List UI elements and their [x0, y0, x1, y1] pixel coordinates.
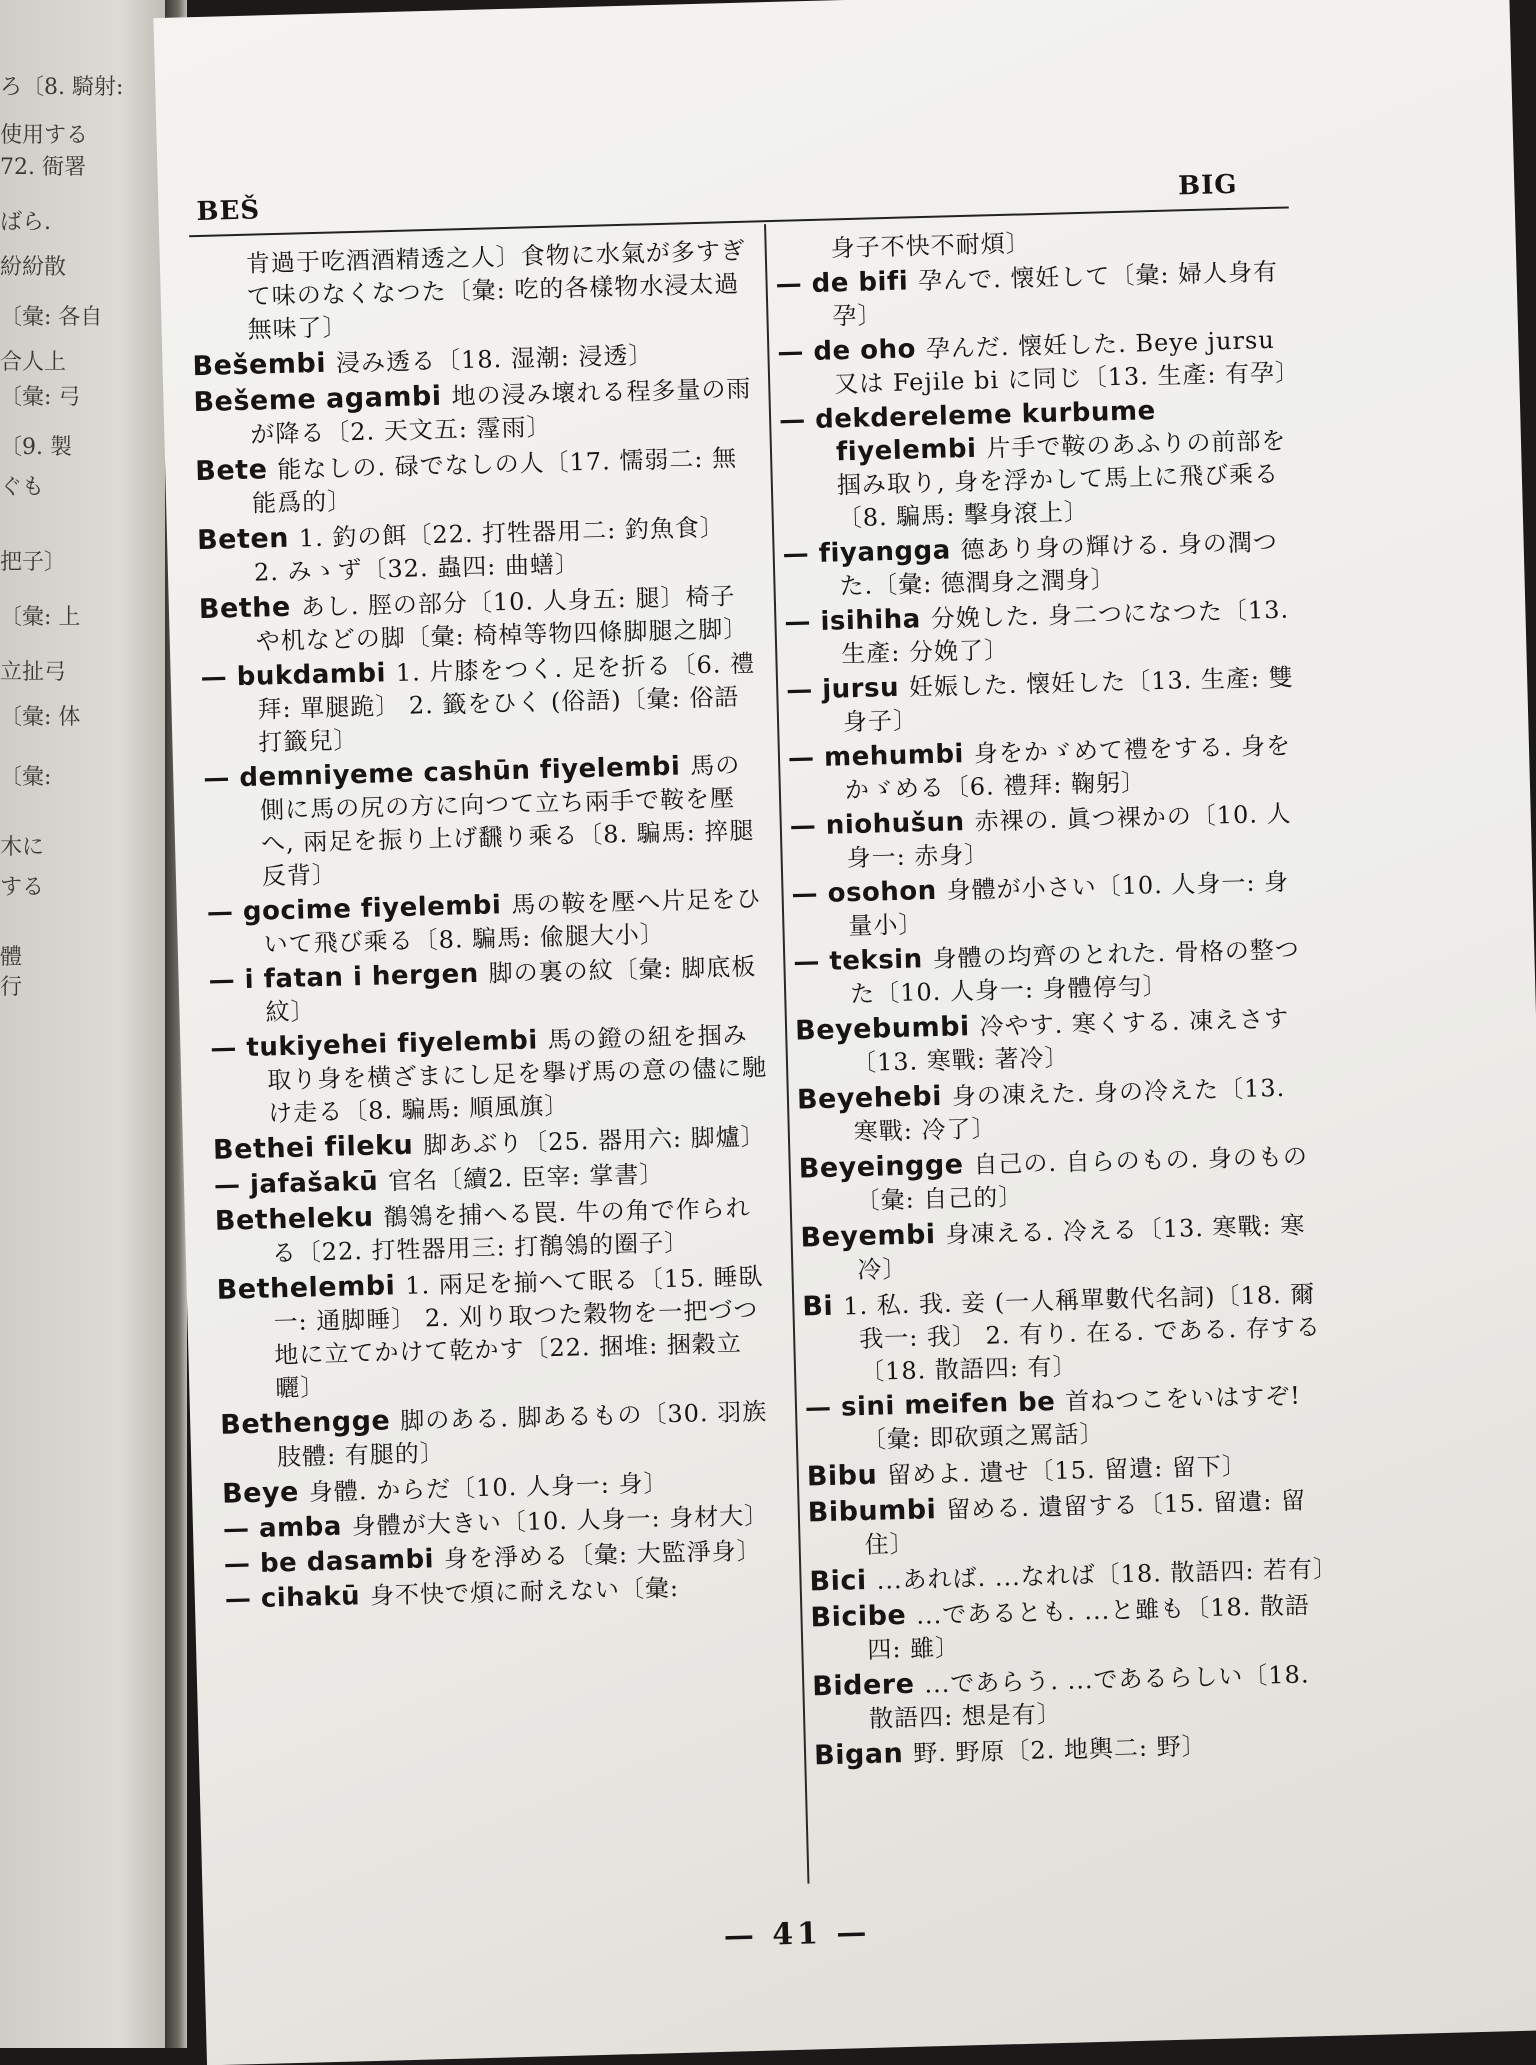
entry-gloss: 身をかゞめて禮をする. 身をかゞめる〔6. 禮拜: 鞠躬〕 [844, 731, 1292, 805]
entry-gloss: あし. 脛の部分〔10. 人身五: 腿〕椅子や机などの脚〔彙: 椅棹等物四條脚腿之脚〕 [255, 582, 749, 656]
dictionary-entry [208, 950, 770, 1031]
entry-gloss: 鶺鴒を捕へる罠. 牛の角で作られる〔22. 打牲器用三: 打鶺鴒的圈子〕 [271, 1193, 751, 1268]
dictionary-entry [775, 255, 1297, 335]
entry-gloss: 脚の裏の紋〔彙: 脚底板紋〕 [265, 952, 757, 1027]
entry-headword: Beyehebi [796, 1080, 943, 1116]
entry-gloss: 1. 釣の餌〔22. 打牲器用二: 釣魚食〕 2. みゝず〔32. 蟲四: 曲蟮〕 [253, 513, 726, 587]
dictionary-entry [216, 1259, 779, 1407]
dictionary-entry [197, 509, 759, 591]
entry-headword: Bigan [813, 1738, 904, 1772]
entry-gloss: 孕んで. 懐妊して〔彙: 婦人身有孕〕 [832, 257, 1279, 331]
entry-gloss: 脚のある. 脚あるもの〔30. 羽族肢體: 有腿的〕 [276, 1397, 768, 1472]
entry-gloss: 身體. からだ〔10. 人身一: 身〕 [308, 1469, 669, 1507]
previous-page-edge [0, 0, 170, 2048]
prev-page-fragment: ぐも [0, 475, 45, 500]
entry-gloss: 身體が大きい〔10. 人身一: 身材大〕 [351, 1501, 770, 1541]
entry-gloss: ...であらう. ...であるらしい〔18. 散語四: 想是有〕 [868, 1660, 1310, 1733]
entry-headword: — i fatan i hergen [208, 958, 480, 996]
entry-gloss: 官名〔續2. 臣宰: 掌書〕 [387, 1160, 665, 1196]
running-head-left: BEŠ [196, 195, 261, 228]
entry-headword: — teksin [792, 944, 924, 978]
dictionary-page [153, 0, 1536, 2065]
dictionary-entry [788, 729, 1310, 809]
dictionary-entry [791, 865, 1313, 945]
dictionary-entry [786, 661, 1308, 741]
entry-headword: — osohon [791, 875, 938, 910]
left-column [189, 235, 785, 1619]
entry-headword: — amba [222, 1511, 343, 1545]
dictionary-entry [195, 441, 757, 523]
dictionary-entry [779, 391, 1302, 537]
entry-gloss: 身體が小さい〔10. 人身一: 身量小〕 [848, 867, 1290, 941]
entry-headword: — isihiha [784, 604, 922, 638]
entry-headword: — jursu [785, 672, 900, 706]
dictionary-entry [220, 1394, 782, 1476]
entry-headword: Bethe [198, 591, 292, 626]
entry-gloss: 留めよ. 遺せ〔15. 留遺: 留下〕 [886, 1451, 1248, 1490]
entry-gloss: 浸み透る〔18. 湿潮: 浸透〕 [335, 341, 654, 378]
entry-headword: Bethelembi [216, 1270, 396, 1306]
dictionary-entry [789, 797, 1311, 877]
entry-gloss: 赤裸の. 眞つ裸かの〔10. 人身一: 赤身〕 [846, 799, 1292, 873]
entry-gloss: 野. 野原〔2. 地輿二: 野〕 [912, 1732, 1207, 1768]
entry-headword: Beyebumbi [794, 1011, 971, 1047]
entry-gloss: 身體の均齊のとれた. 骨格の整つた〔10. 人身一: 身體停勻〕 [849, 935, 1301, 1009]
entry-headword: — dekdereleme kurbume fiyelembi [778, 396, 1157, 468]
dictionary-entry [800, 1208, 1322, 1289]
dictionary-entry [798, 1139, 1320, 1220]
entry-headword: — jafašakū [213, 1166, 379, 1201]
entry-headword: Bešeme agambi [193, 380, 442, 419]
entry-gloss: 身不快で煩に耐えない〔彙: [369, 1573, 680, 1610]
prev-page-fragment: 〔彙: [0, 765, 52, 790]
entry-headword: Beyembi [800, 1219, 936, 1254]
dictionary-entry [200, 647, 762, 761]
dictionary-entry [198, 578, 760, 660]
prev-page-fragment: 合人上 [0, 350, 67, 375]
entry-headword: Bešembi [192, 347, 327, 383]
entry-headword: — sini meifen be [804, 1386, 1056, 1424]
entry-gloss: 身凍える. 冷える〔13. 寒戰: 寒冷〕 [857, 1211, 1306, 1285]
entry-headword: Bethei fileku [212, 1129, 414, 1166]
entry-gloss: 妊娠した. 懐妊した〔13. 生產: 雙身子〕 [842, 663, 1295, 737]
prev-page-fragment: ばら. [0, 210, 51, 235]
entry-gloss: 分娩した. 身二つになつた〔13. 生產: 分娩了〕 [840, 595, 1290, 669]
dictionary-entry [793, 933, 1315, 1013]
entry-gloss: 馬の鐙の紐を掴み取り身を横ざまにし足を擧げ馬の意の儘に馳け走る〔8. 騙馬: 順風旗〕 [266, 1020, 768, 1128]
entry-gloss: 能なしの. 碌でなしの人〔17. 懦弱二: 無能爲的〕 [251, 443, 738, 518]
entry-headword: Beye [221, 1476, 300, 1510]
dictionary-entry [189, 235, 751, 349]
prev-page-fragment: 使用する [0, 123, 89, 148]
prev-page-fragment: 〔彙: 弓 [0, 385, 81, 410]
entry-headword: — mehumbi [787, 739, 965, 774]
prev-page-fragment: 立扯弓 [0, 660, 67, 685]
dictionary-entry [215, 1190, 777, 1272]
prev-page-fragment: 體 [0, 945, 23, 970]
prev-page-fragment: 紛紛散 [0, 255, 67, 280]
entry-gloss: 1. 私. 我. 妾 (一人稱單數代名詞)〔18. 爾我一: 我〕 2. 有り. 在る. である. 存する〔18. 散語四: 有〕 [842, 1280, 1322, 1387]
entry-headword: — tukiyehei fiyelembi [210, 1025, 539, 1064]
entry-headword: — fiyangga [782, 535, 952, 570]
entry-headword: — bukdambi [200, 658, 387, 694]
entry-gloss: 孕んだ. 懐妊した. Beye jursu 又は Fejile bi に同じ〔13. 生產: 有孕〕 [833, 325, 1301, 399]
dictionary-entry [802, 1277, 1324, 1391]
entry-headword: Bi [801, 1290, 834, 1323]
prev-page-fragment: 木に [0, 835, 45, 860]
entry-headword: — cihakū [224, 1581, 361, 1615]
entry-headword: Bibu [806, 1459, 878, 1493]
prev-page-fragment: 72. 衙署 [0, 155, 86, 180]
entry-headword: — niohušun [789, 807, 966, 842]
dictionary-entry [810, 1588, 1332, 1669]
entry-headword: Beyeingge [798, 1149, 964, 1185]
dictionary-entry [206, 882, 768, 963]
entry-gloss: 留める. 遺留する〔15. 留遺: 留住〕 [864, 1486, 1307, 1559]
entry-gloss: ...あれば. ...なれば〔18. 散語四: 若有〕 [876, 1554, 1339, 1595]
entry-gloss: 地の浸み壞れる程多量の雨が降る〔2. 天文五: 霪雨〕 [249, 374, 752, 449]
dictionary-entry [210, 1018, 772, 1132]
prev-page-fragment: 〔彙: 体 [0, 705, 81, 730]
entry-headword: Beten [196, 522, 290, 557]
entry-headword: — de bifi [775, 266, 909, 300]
entry-gloss: 馬の鞍を壓へ片足をひいて飛び乘る〔8. 騙馬: 偸腿大小〕 [263, 884, 762, 959]
entry-headword: Bidere [811, 1668, 915, 1703]
entry-headword: Bete [194, 454, 268, 488]
dictionary-entry [782, 525, 1304, 605]
dictionary-entry [777, 323, 1299, 403]
entry-gloss: 1. 兩足を揃へて眠る〔15. 睡臥一: 通脚睡〕 2. 刈り取つた穀物を一把づつ地に立てかけて乾かす〔22. 捆堆: 捆穀立曬〕 [273, 1262, 764, 1403]
dictionary-entry [784, 593, 1306, 673]
entry-gloss: 肯過于吃酒酒精透之人〕食物に水氣が多すぎて味のなくなつた〔彙: 吃的各樣物水浸太過無味了〕 [245, 236, 747, 344]
entry-gloss: 身子不快不耐煩〕 [830, 229, 1031, 263]
entry-headword: — de oho [777, 334, 917, 368]
dictionary-entry [797, 1070, 1319, 1151]
dictionary-entry [795, 1001, 1317, 1082]
dictionary-entry [805, 1379, 1327, 1459]
entry-gloss: ...であるとも. ...と雖も〔18. 散語四: 雖〕 [867, 1591, 1311, 1664]
prev-page-fragment: 把子〕 [0, 550, 67, 575]
dictionary-entry [812, 1657, 1334, 1738]
entry-gloss: 身を淨める〔彙: 大監淨身〕 [443, 1536, 762, 1574]
prev-page-fragment: 行 [0, 975, 23, 1000]
dictionary-entry [807, 1483, 1329, 1564]
prev-page-fragment: する [0, 875, 45, 900]
prev-page-fragment: 〔彙: 上 [0, 605, 81, 630]
prev-page-fragment: ろ〔8. 騎射: [0, 75, 124, 100]
entry-headword: Bici [809, 1564, 868, 1598]
entry-headword: Bibumbi [807, 1494, 937, 1529]
right-column [774, 220, 1339, 1775]
entry-headword: — be dasambi [223, 1544, 435, 1580]
entry-headword: — demniyeme cashūn fiyelembi [202, 751, 681, 795]
entry-headword: Bicibe [810, 1599, 907, 1634]
entry-gloss: 身の凍えた. 身の冷えた〔13. 寒戰: 冷了〕 [853, 1073, 1286, 1147]
page-number: — 41 — [723, 1914, 871, 1954]
prev-page-fragment: 〔彙: 各自 [0, 305, 103, 330]
entry-gloss: 1. 片膝をつく. 足を折る〔6. 禮拜: 單腿跪〕 2. 籤をひく (俗語)〔彙: 俗語打籤兒〕 [257, 649, 756, 757]
entry-gloss: 脚あぶり〔25. 器用六: 脚爐〕 [422, 1122, 767, 1160]
entry-gloss: 德あり身の輝ける. 身の潤つた.〔彙: 德潤身之潤身〕 [839, 527, 1279, 601]
entry-headword: Bethengge [219, 1405, 391, 1441]
entry-gloss: 首ねつこをいはすぞ!〔彙: 即砍頭之罵話〕 [861, 1381, 1302, 1455]
entry-gloss: 片手で鞍のあふりの前部を掴み取り, 身を浮かして馬上に飛び乘る〔8. 騙馬: 擊身滾上〕 [836, 426, 1287, 533]
dictionary-entry [203, 748, 766, 895]
prev-page-fragment: 〔9. 製 [0, 435, 72, 460]
entry-gloss: 馬の側に馬の尻の方に向つて立ち兩手で鞍を壓へ, 兩足を振り上げ飜り乘る〔8. 騙馬: 捽腿反背〕 [259, 750, 755, 891]
running-head-right: BIG [1177, 169, 1238, 202]
entry-gloss: 冷やす. 寒くする. 凍えさす〔13. 寒戰: 著冷〕 [851, 1004, 1290, 1078]
dictionary-entry [193, 372, 755, 454]
entry-headword: Betheleku [214, 1201, 374, 1237]
entry-gloss: 自己の. 自らのもの. 身のもの〔彙: 自己的〕 [855, 1142, 1309, 1216]
entry-headword: — gocime fiyelembi [206, 890, 502, 929]
